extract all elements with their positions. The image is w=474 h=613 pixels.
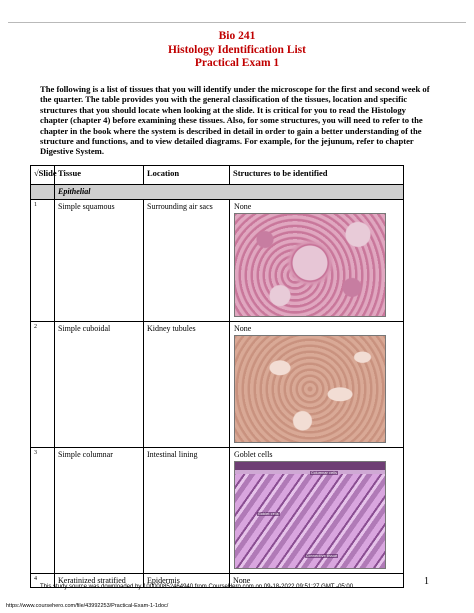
slide-number: 2 xyxy=(31,322,55,448)
image-label: Goblet cells xyxy=(258,512,279,516)
page-number: 1 xyxy=(424,576,429,587)
category-label: Epithelial xyxy=(55,185,404,200)
column-header-structures: Structures to be identified xyxy=(230,166,404,185)
tissue-cell: Simple cuboidal xyxy=(55,322,144,448)
tissue-cell: Simple squamous xyxy=(55,200,144,322)
document-title: Histology Identification List xyxy=(167,43,306,56)
structures-text: None xyxy=(234,324,252,333)
structures-text: Goblet cells xyxy=(234,450,273,459)
document-subtitle: Practical Exam 1 xyxy=(194,57,280,69)
intro-paragraph: The following is a list of tissues that you will identify under the microscope for the first and second week of the quarter. The table provides you with the general classification of the tissues, location and specific structures that you should locate when looking at the slide. It is critical for you to read the Histology chapter (chapter 4) before examining these tissues. Also, for some structures, you will need to refer to the chapter in the book where the system is described in detail in order to gain a better understanding of the structure and functions, and to view detailed diagrams. For example, for the jejunum, refer to chapter Digestive System. xyxy=(40,84,430,157)
column-header-slide: √Slide xyxy=(31,166,55,185)
table-row xyxy=(31,200,404,322)
structures-cell xyxy=(230,322,404,448)
course-title: Bio 241 xyxy=(218,30,256,42)
micrograph-simple-columnar xyxy=(234,461,386,569)
download-notice: This study source was downloaded by 100000852464940 from CourseHero.com on 09-18-2022 09:51:27 GMT -05:00 xyxy=(40,584,354,590)
histology-table xyxy=(30,165,404,588)
tissue-cell: Keratinized stratified xyxy=(55,574,144,588)
location-cell: Intestinal lining xyxy=(144,448,230,574)
micrograph-simple-squamous xyxy=(234,213,386,317)
structures-cell: None xyxy=(230,574,404,588)
image-label: Connective tissue xyxy=(306,554,338,558)
structures-cell xyxy=(230,200,404,322)
micrograph-simple-cuboidal xyxy=(234,335,386,443)
slide-number: 1 xyxy=(31,200,55,322)
slide-number: 3 xyxy=(31,448,55,574)
source-url[interactable]: https://www.coursehero.com/file/43992253/Practical-Exam-1-1doc/ xyxy=(6,603,169,609)
header-rule xyxy=(8,22,466,23)
document-title-block xyxy=(0,30,474,71)
column-header-location: Location xyxy=(144,166,230,185)
table-row xyxy=(31,448,404,574)
tissue-cell: Simple columnar xyxy=(55,448,144,574)
slide-number: 4 xyxy=(31,574,55,588)
table-row xyxy=(31,322,404,448)
column-header-tissue: Tissue xyxy=(55,166,144,185)
table-header-row xyxy=(31,166,404,185)
location-cell: Surrounding air sacs xyxy=(144,200,230,322)
structures-cell xyxy=(230,448,404,574)
image-label: Columnar cells xyxy=(311,471,337,475)
structures-text: None xyxy=(234,202,252,211)
location-cell: Epidermis xyxy=(144,574,230,588)
category-row xyxy=(31,185,404,200)
location-cell: Kidney tubules xyxy=(144,322,230,448)
